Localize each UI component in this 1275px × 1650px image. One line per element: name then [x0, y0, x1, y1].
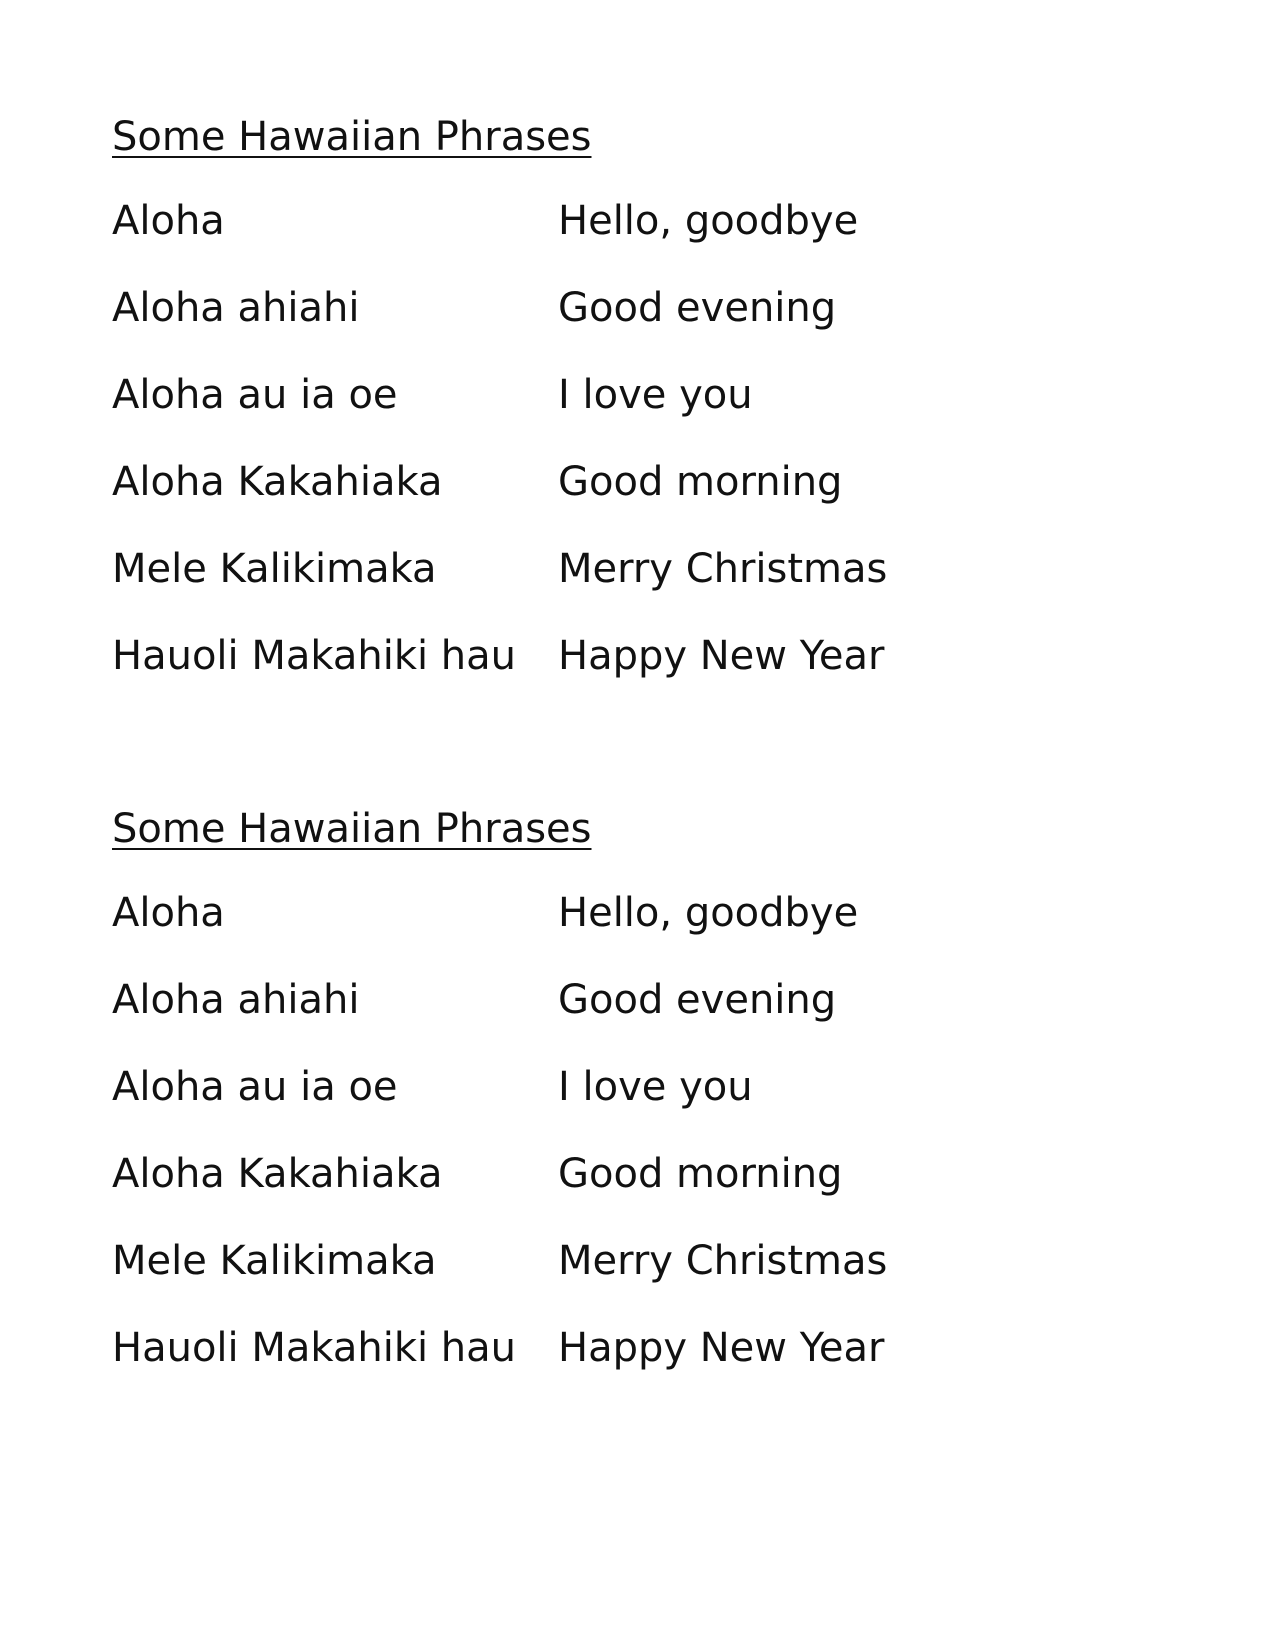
phrase-row — [112, 544, 1012, 631]
hawaiian-phrase: Hauoli Makahiki hau — [112, 633, 517, 679]
phrase-section — [112, 112, 1012, 718]
hawaiian-phrase: Aloha Kakahiaka — [112, 459, 443, 505]
hawaiian-phrase: Hauoli Makahiki hau — [112, 1325, 517, 1371]
phrase-row — [112, 1062, 1012, 1149]
hawaiian-phrase: Aloha au ia oe — [112, 372, 398, 418]
phrase-row — [112, 370, 1012, 457]
hawaiian-phrase: Aloha ahiahi — [112, 285, 360, 331]
phrase-list — [112, 196, 1012, 718]
phrase-row — [112, 631, 1012, 718]
hawaiian-phrase: Aloha — [112, 890, 225, 936]
english-translation: I love you — [558, 372, 753, 418]
hawaiian-phrase: Mele Kalikimaka — [112, 1238, 437, 1284]
phrase-row — [112, 283, 1012, 370]
phrase-row — [112, 457, 1012, 544]
english-translation: Merry Christmas — [558, 1238, 888, 1284]
phrase-row — [112, 1149, 1012, 1236]
english-translation: Hello, goodbye — [558, 198, 859, 244]
phrase-section — [112, 804, 1012, 1410]
phrase-row — [112, 975, 1012, 1062]
phrase-row — [112, 1323, 1012, 1410]
section-title: Some Hawaiian Phrases — [112, 806, 592, 852]
hawaiian-phrase: Aloha au ia oe — [112, 1064, 398, 1110]
english-translation: Good evening — [558, 285, 837, 331]
phrase-row — [112, 1236, 1012, 1323]
section-title: Some Hawaiian Phrases — [112, 114, 592, 160]
english-translation: Happy New Year — [558, 1325, 885, 1371]
english-translation: Merry Christmas — [558, 546, 888, 592]
english-translation: Happy New Year — [558, 633, 885, 679]
hawaiian-phrase: Aloha — [112, 198, 225, 244]
english-translation: Good morning — [558, 1151, 843, 1197]
english-translation: Hello, goodbye — [558, 890, 859, 936]
phrase-row — [112, 888, 1012, 975]
phrase-list — [112, 888, 1012, 1410]
hawaiian-phrase: Aloha Kakahiaka — [112, 1151, 443, 1197]
english-translation: I love you — [558, 1064, 753, 1110]
english-translation: Good evening — [558, 977, 837, 1023]
english-translation: Good morning — [558, 459, 843, 505]
hawaiian-phrase: Mele Kalikimaka — [112, 546, 437, 592]
phrase-row — [112, 196, 1012, 283]
hawaiian-phrase: Aloha ahiahi — [112, 977, 360, 1023]
